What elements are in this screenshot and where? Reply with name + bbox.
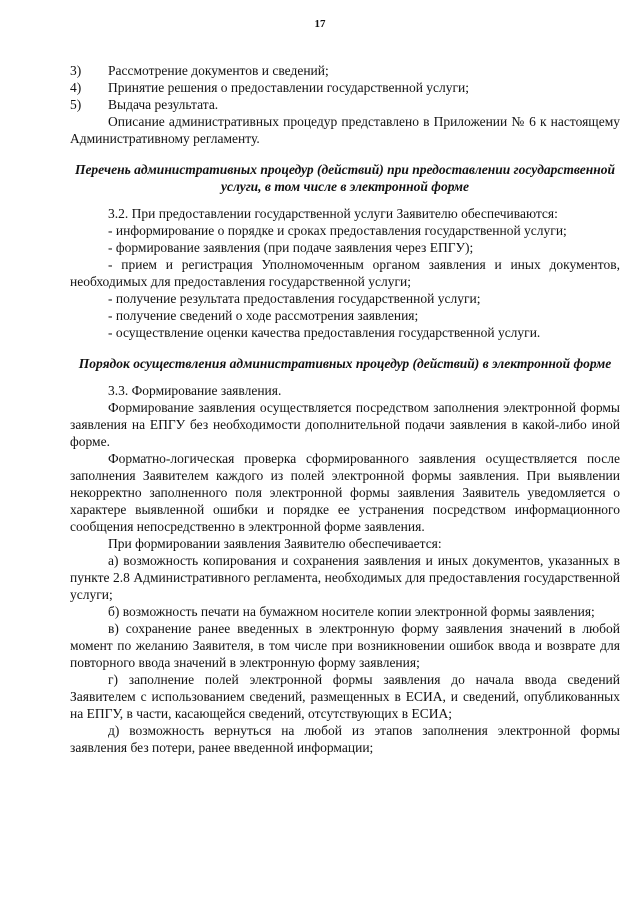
dash-list-item: - получение результата предоставления государственной услуги; — [108, 291, 481, 306]
dash-list-item: - осуществление оценки качества предоставления государственной услуги. — [108, 325, 541, 340]
section-heading: Перечень административных процедур (действий) при предоставлении государственной услуги, в том числе в электронной форме — [74, 162, 616, 194]
list-item-text: Выдача результата. — [108, 97, 219, 112]
list-item — [70, 62, 620, 79]
list-item-number: 3) — [70, 63, 82, 78]
paragraph: г) заполнение полей электронной формы заявления до начала ввода сведений Заявителем с использованием сведений, размещенных в ЕСИА, и сведений, опубликованных на ЕПГУ, в части, касающейся сведений, отсутствующих в ЕСИА; — [70, 672, 620, 721]
section-3-2-intro: 3.2. При предоставлении государственной услуги Заявителю обеспечиваются: — [108, 206, 558, 221]
paragraph: При формировании заявления Заявителю обеспечивается: — [108, 536, 442, 551]
paragraph: б) возможность печати на бумажном носителе копии электронной формы заявления; — [108, 604, 595, 619]
list-item-number: 5) — [70, 97, 82, 112]
paragraph: Формирование заявления осуществляется посредством заполнения электронной формы заявления на ЕПГУ без необходимости дополнительной подачи заявления в какой-либо иной форме. — [70, 400, 620, 449]
list-item-number: 4) — [70, 80, 82, 95]
section-3-3-title: 3.3. Формирование заявления. — [108, 383, 282, 398]
list-item — [70, 79, 620, 96]
document-body — [70, 62, 620, 756]
description-paragraph: Описание административных процедур представлено в Приложении № 6 к настоящему Административному регламенту. — [70, 114, 620, 146]
paragraph: а) возможность копирования и сохранения заявления и иных документов, указанных в пункте 2.8 Административного регламента, необходимых для предоставления государственной услуги; — [70, 553, 620, 602]
list-item-text: Принятие решения о предоставлении государственной услуги; — [108, 80, 470, 95]
list-item — [70, 96, 620, 113]
dash-list-item: - информирование о порядке и сроках предоставления государственной услуги; — [108, 223, 567, 238]
dash-list-item: - получение сведений о ходе рассмотрения заявления; — [108, 308, 419, 323]
dash-list-item: - прием и регистрация Уполномоченным органом заявления и иных документов, необходимых для предоставления государственной услуги; — [70, 257, 620, 289]
list-item-text: Рассмотрение документов и сведений; — [108, 63, 329, 78]
paragraph: д) возможность вернуться на любой из этапов заполнения электронной формы заявления без потери, ранее введенной информации; — [70, 723, 620, 755]
paragraph: в) сохранение ранее введенных в электронную форму заявления значений в любой момент по желанию Заявителя, в том числе при возникновении ошибок ввода и возврате для повторного ввода значений в электронную форму заявления; — [70, 621, 620, 670]
paragraph: Форматно-логическая проверка сформированного заявления осуществляется после заполнения Заявителем каждого из полей электронной формы заявления. При выявлении некорректно заполненного поля электронной формы заявления Заявитель уведомляется о характере выявленной ошибки и порядке ее устранения посредством информационного сообщения непосредственно в электронной форме заявления. — [70, 451, 620, 534]
dash-list-item: - формирование заявления (при подаче заявления через ЕПГУ); — [108, 240, 474, 255]
section-heading: Порядок осуществления административных процедур (действий) в электронной форме — [78, 356, 612, 371]
page-number: 17 — [314, 18, 326, 30]
